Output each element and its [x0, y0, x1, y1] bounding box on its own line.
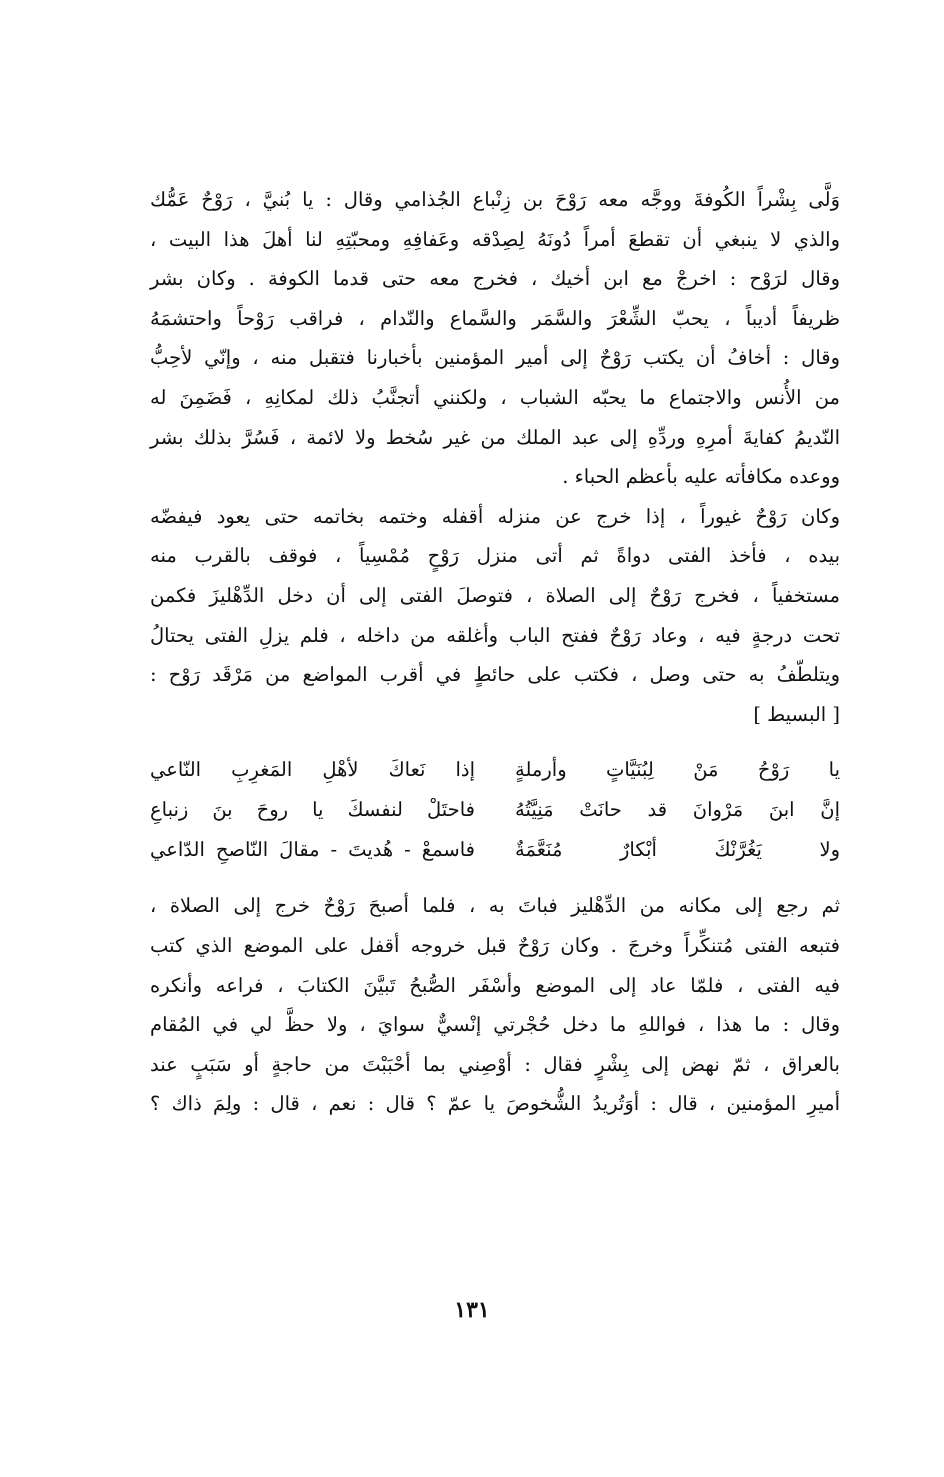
text-line: ووعده مكافأته عليه بأعظم الحباء .: [562, 465, 840, 489]
poem-verse: [150, 830, 840, 870]
text-line: ظريفاً أديباً ، يحبّ الشِّعْرَ والسَّمَر والسَّماع والنّدام ، فراقب رَوْحاً واحتشمَهُ: [150, 306, 840, 330]
text-line: بيده ، فأخذ الفتى دواةً ثم أتى منزل رَوْحٍ مُمْسِياً ، فوقف بالقرب منه: [150, 544, 840, 568]
text-line: أميرِ المؤمنين ، قال : أوَتُريدُ الشُّخوصَ يا عمّ ؟ قال : نعم ، قال : ولِمَ ذاك ؟: [150, 1092, 840, 1116]
verse-first-hemistich: ولا يَغُرَّنْكَ أبْكارٌ مُنَعَّمَةٌ: [515, 838, 840, 862]
paragraph-3: [150, 886, 840, 1124]
text-line: مستخفياً ، فخرج رَوْحٌ إلى الصلاة ، فتوصلَ الفتى إلى أن دخل الدِّهْليزَ فكمن: [150, 583, 840, 607]
text-line: ويتلطّفُ به حتى وصل ، فكتب على حائطٍ في أقرب المواضع من مَرْقَد رَوْح :: [150, 663, 840, 687]
page-body: [150, 180, 840, 1124]
poem-verse: [150, 790, 840, 830]
text-line: والذي لا ينبغي أن تقطعَ أمراً دُونَهُ لِصِدْقه وعَفافِهِ ومحبّتِهِ لنا أهلَ هذا البيت ،: [150, 227, 840, 251]
poem: [150, 750, 840, 870]
text-line: وكان رَوْحٌ غيوراً ، إذا خرج عن منزله أقفله وختمه بخاتمه حتى يعود فيفضّه: [150, 504, 840, 528]
verse-second-hemistich: إذا نَعاكَ لأهْلِ المَغرِبِ النّاعي: [150, 758, 475, 782]
text-line: فيه الفتى ، فلمّا عاد إلى الموضع وأسْفَر الصُّبحُ تَبيَّنَ الكتابَ ، فراعه وأنكره: [150, 973, 840, 997]
verse-first-hemistich: يا رَوْحُ مَنْ لِبُنَيَّاتٍ وأرملةٍ: [515, 758, 840, 782]
text-line: وقال : أخافُ أن يكتب رَوْحٌ إلى أمير المؤمنين بأخبارنا فتقبل منه ، وإنّي لأحِبُّ: [150, 346, 840, 370]
poem-verse: [150, 750, 840, 790]
page-number: ١٣١: [454, 1297, 490, 1323]
verse-second-hemistich: فاسمعْ - هُديتَ - مقالَ النّاصحِ الدّاعي: [150, 838, 475, 862]
paragraph-1: [150, 180, 840, 497]
text-line: فتبعه الفتى مُتنكِّراً وخرجَ . وكان رَوْحٌ قبل خروجه أقفل على الموضع الذي كتب: [150, 933, 840, 957]
text-line: وقال لرَوْح : اخرجْ مع ابن أخيك ، فخرج معه حتى قدما الكوفة . وكان بشر: [150, 267, 840, 291]
text-line: ثم رجع إلى مكانه من الدِّهْليز فباتَ به ، فلما أصبحَ رَوْحٌ خرج إلى الصلاة ،: [150, 894, 840, 918]
text-line: تحت درجةٍ فيه ، وعاد رَوْحٌ ففتح الباب وأغلقه من داخله ، فلم يزلِ الفتى يحتالُ: [150, 623, 840, 647]
verse-first-hemistich: إنَّ ابنَ مَرْوانَ قد حانَتْ مَنِيَّتُهُ: [515, 798, 840, 822]
poem-meter-label: [ البسيط ]: [753, 702, 840, 726]
verse-second-hemistich: فاحتَلْ لنفسكَ يا روحَ بنَ زنباعِ: [150, 798, 475, 822]
paragraph-2: [150, 497, 840, 695]
text-line: وَلَّى بِشْراً الكُوفةَ ووجَّه معه رَوْحَ بن زِنْباع الجُذامي وقال : يا بُنيَّ ، رَوْحٌ عَمُّك: [150, 188, 840, 211]
text-line: النّديمُ كفايةَ أمرِهِ وردِّهِ إلى عبد الملك من غير سُخط ولا لائمة ، فَسُرَّ بذلك بشر: [150, 425, 840, 449]
text-line: بالعراق ، ثمّ نهض إلى بِشْرٍ فقال : أوْصِني بما أحْبَبْتَ من حاجةٍ أو سَبَبٍ عند: [150, 1052, 840, 1076]
text-line: من الأُنس والاجتماع ما يحبّه الشباب ، ولكنني أتجنَّبُ ذلك لمكانِهِ ، فَضَمِنَ له: [150, 385, 840, 409]
text-line: وقال : ما هذا ، فواللهِ ما دخل حُجْرتي إنْسيٌّ سوايَ ، ولا حظَّ لي في المُقام: [150, 1013, 840, 1037]
